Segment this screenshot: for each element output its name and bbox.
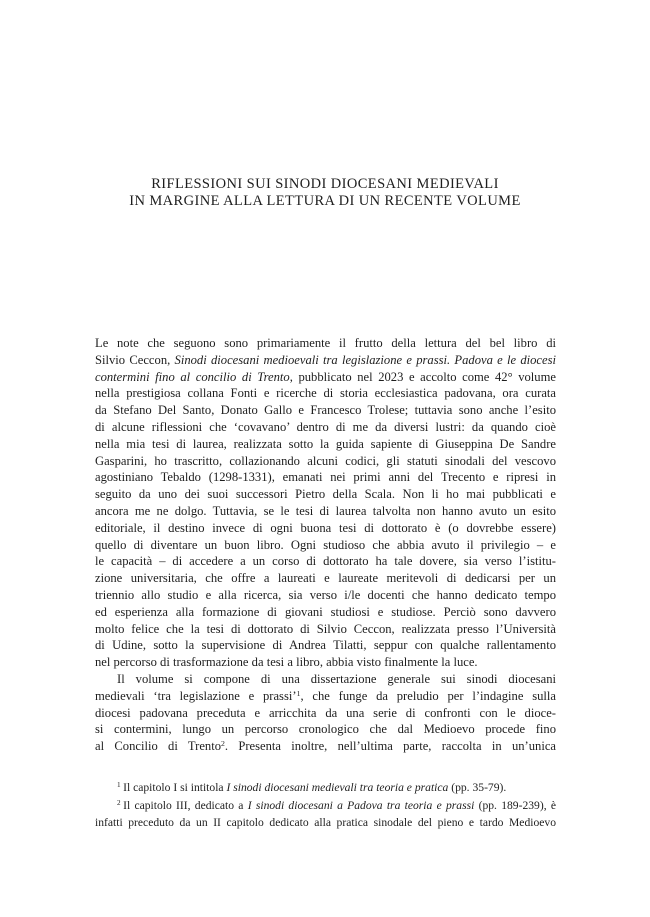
footnote [95, 779, 556, 797]
footnote-mark: 1 [117, 781, 121, 790]
line-text: editoriale, il destino invece di ogni buona tesi di dottorato è (o dovrebbe essere) [95, 520, 556, 535]
text-line [95, 503, 556, 520]
footnote-mark: 2 [117, 798, 121, 807]
line-text: di Udine, sotto la supervisione di Andrea Tilatti, seppur con qualche rallentamento [95, 638, 556, 653]
body-text [95, 335, 556, 755]
text-line [95, 520, 556, 537]
line-text: (pp. 189-239), è [474, 798, 556, 812]
text-line [95, 688, 556, 705]
article-title [0, 176, 650, 210]
line-text: agostiniano Tebaldo (1298-1331), emanati nei primi anni del Trecento e ripresi in [95, 470, 556, 485]
text-line [95, 637, 556, 654]
line-text: Gasparini, ho trascritto, collazionando alcuni codici, gli statuti sinodali del vescovo [95, 453, 556, 468]
line-text: da Stefano Del Santo, Donato Gallo e Francesco Trolese; tuttavia sono anche l’esito [95, 403, 556, 418]
text-line [95, 671, 556, 688]
line-text: , pubblicato nel 2023 e accolto come 42° volume [289, 369, 556, 384]
text-line [95, 335, 556, 352]
text-line [95, 402, 556, 419]
text-line [95, 721, 556, 738]
line-text: si contermini, lungo un percorso cronologico che dal Medioevo procede fino [95, 722, 556, 737]
italic-text: Sinodi diocesani medioevali tra legislazione e prassi. Padova e le diocesi [174, 352, 557, 367]
text-line [95, 604, 556, 621]
line-text: . Presenta inoltre, nell’ultima parte, raccolta in un’unica [224, 739, 557, 754]
text-line [95, 436, 556, 453]
text-line [95, 385, 556, 402]
text-line [95, 553, 556, 570]
line-text: nella prestigiosa collana Fonti e ricerche di storia ecclesiastica padovana, ora curata [95, 386, 556, 401]
line-text: al Concilio di Trento [95, 739, 222, 754]
footnote-line [95, 797, 556, 815]
text-line [95, 738, 556, 755]
line-text: triennio allo studio e alla ricerca, sia verso i/le docenti che hanno dedicato tempo [95, 587, 556, 602]
line-text: medievali ‘tra legislazione e prassi’ [95, 688, 297, 703]
line-text: molto felice che la tesi di dottorato di Silvio Ceccon, realizzata presso l’Università [95, 621, 556, 636]
line-text: infatti preceduto da un II capitolo dedicato alla pratica sinodale del pieno e tardo Medioevo [95, 816, 556, 829]
text-line [95, 570, 556, 587]
text-line [95, 705, 556, 722]
text-line [95, 587, 556, 604]
text-line [95, 621, 556, 638]
line-text: di alcune riflessioni che ‘covavano’ dentro di me da diversi lustri: da quando cioè [95, 419, 556, 434]
text-line [95, 419, 556, 436]
line-text: (pp. 35-79). [448, 781, 507, 794]
paragraph [95, 335, 556, 671]
line-text: ancora me ne dolgo. Tuttavia, se le tesi di laurea talvolta non hanno avuto un esito [95, 503, 556, 518]
line-text: nella mia tesi di laurea, realizzata sotto la guida sapiente di Giuseppina De Sandre [95, 436, 556, 451]
title-line: IN MARGINE ALLA LETTURA DI UN RECENTE VOLUME [129, 193, 521, 209]
text-line [95, 369, 556, 386]
line-text: seguito da uno dei suoi successori Pietro della Scala. Non li ho mai pubblicati e [95, 487, 556, 502]
line-text: Silvio Ceccon, [95, 352, 175, 367]
text-line [95, 453, 556, 470]
line-text: zione universitaria, che offre a laureati e laureate meritevoli di dedicarsi per un [95, 571, 556, 586]
title-line: RIFLESSIONI SUI SINODI DIOCESANI MEDIEVALI [151, 176, 499, 192]
line-text: nel percorso di trasformazione da tesi a libro, abbia visto finalmente la luce. [95, 655, 478, 670]
paragraph [95, 671, 556, 755]
italic-text: contermini fino al concilio di Trento [95, 369, 290, 384]
footnote-ref: 1 [296, 688, 301, 698]
line-text: Il volume si compone di una dissertazione generale sui sinodi diocesani [117, 671, 556, 686]
text-line [95, 486, 556, 503]
line-text: le capacità – di accedere a un corso di dottorato ha tale dovere, sia verso l’istitu- [95, 554, 556, 569]
footnote-line [95, 814, 556, 832]
line-text: ed esperienza alla formazione di giovani studiosi e studiose. Perciò sono davvero [95, 604, 556, 619]
italic-text: I sinodi diocesani medievali tra teoria e pratica [226, 781, 449, 794]
line-text: diocesi padovana preceduta e arricchita da una serie di confronti con le dioce- [95, 705, 556, 720]
footnotes [95, 779, 556, 832]
line-text: Il capitolo I si intitola [123, 781, 227, 794]
italic-text: I sinodi diocesani a Padova tra teoria e prassi [247, 798, 475, 812]
footnote-line [95, 779, 556, 797]
footnote [95, 797, 556, 832]
footnote-ref: 2 [221, 739, 225, 749]
line-text: Il capitolo III, dedicato a [123, 798, 248, 812]
text-line [95, 654, 556, 671]
line-text: quello di diventare un buon libro. Ogni studioso che abbia avuto il privilegio – e [95, 537, 556, 552]
line-text: Le note che seguono sono primariamente il frutto della lettura del bel libro di [95, 336, 556, 350]
text-line [95, 352, 556, 369]
line-text: , che funge da preludio per l’indagine sulla [300, 688, 556, 703]
text-line [95, 537, 556, 554]
text-line [95, 469, 556, 486]
